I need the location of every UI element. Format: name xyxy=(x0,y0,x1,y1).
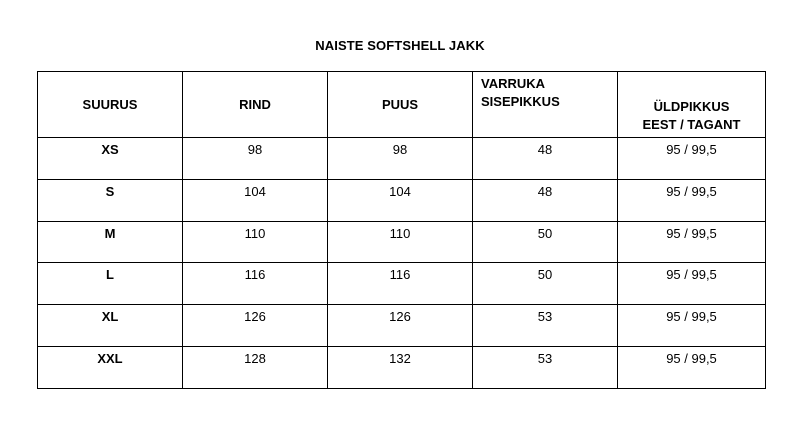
table-row xyxy=(38,179,766,221)
size-cell: M xyxy=(38,221,183,263)
hips-cell: 98 xyxy=(328,138,473,180)
hips-cell: 104 xyxy=(328,179,473,221)
header-chest xyxy=(183,72,328,138)
size-cell: XL xyxy=(38,305,183,347)
sleeve-cell: 50 xyxy=(473,221,618,263)
table-row xyxy=(38,221,766,263)
length-cell: 95 / 99,5 xyxy=(618,347,766,389)
hips-cell: 126 xyxy=(328,305,473,347)
size-table xyxy=(37,71,766,389)
chest-cell: 104 xyxy=(183,179,328,221)
sleeve-cell: 53 xyxy=(473,347,618,389)
table-row xyxy=(38,263,766,305)
sleeve-cell: 50 xyxy=(473,263,618,305)
header-length xyxy=(618,72,766,138)
header-size xyxy=(38,72,183,138)
sleeve-cell: 53 xyxy=(473,305,618,347)
chest-cell: 98 xyxy=(183,138,328,180)
length-cell: 95 / 99,5 xyxy=(618,263,766,305)
header-length-line2: EEST / TAGANT xyxy=(642,117,741,132)
table-row xyxy=(38,138,766,180)
header-sleeve xyxy=(473,72,618,138)
hips-cell: 116 xyxy=(328,263,473,305)
header-hips-label: PUUS xyxy=(381,97,419,112)
sleeve-cell: 48 xyxy=(473,179,618,221)
header-hips xyxy=(328,72,473,138)
table-row xyxy=(38,347,766,389)
page-title: NAISTE SOFTSHELL JAKK xyxy=(315,38,485,53)
chest-cell: 110 xyxy=(183,221,328,263)
length-cell: 95 / 99,5 xyxy=(618,221,766,263)
table-header-row xyxy=(38,72,766,138)
hips-cell: 132 xyxy=(328,347,473,389)
table-row xyxy=(38,305,766,347)
header-chest-label: RIND xyxy=(239,97,271,112)
size-cell: XS xyxy=(38,138,183,180)
header-sleeve-line1: VARRUKA xyxy=(481,76,546,91)
length-cell: 95 / 99,5 xyxy=(618,305,766,347)
chest-cell: 128 xyxy=(183,347,328,389)
size-cell: XXL xyxy=(38,347,183,389)
hips-cell: 110 xyxy=(328,221,473,263)
length-cell: 95 / 99,5 xyxy=(618,179,766,221)
size-cell: S xyxy=(38,179,183,221)
chest-cell: 116 xyxy=(183,263,328,305)
sleeve-cell: 48 xyxy=(473,138,618,180)
chest-cell: 126 xyxy=(183,305,328,347)
header-sleeve-line2: SISEPIKKUS xyxy=(481,94,560,109)
length-cell: 95 / 99,5 xyxy=(618,138,766,180)
size-cell: L xyxy=(38,263,183,305)
header-size-label: SUURUS xyxy=(82,97,138,112)
header-length-line1: ÜLDPIKKUS xyxy=(653,99,730,114)
